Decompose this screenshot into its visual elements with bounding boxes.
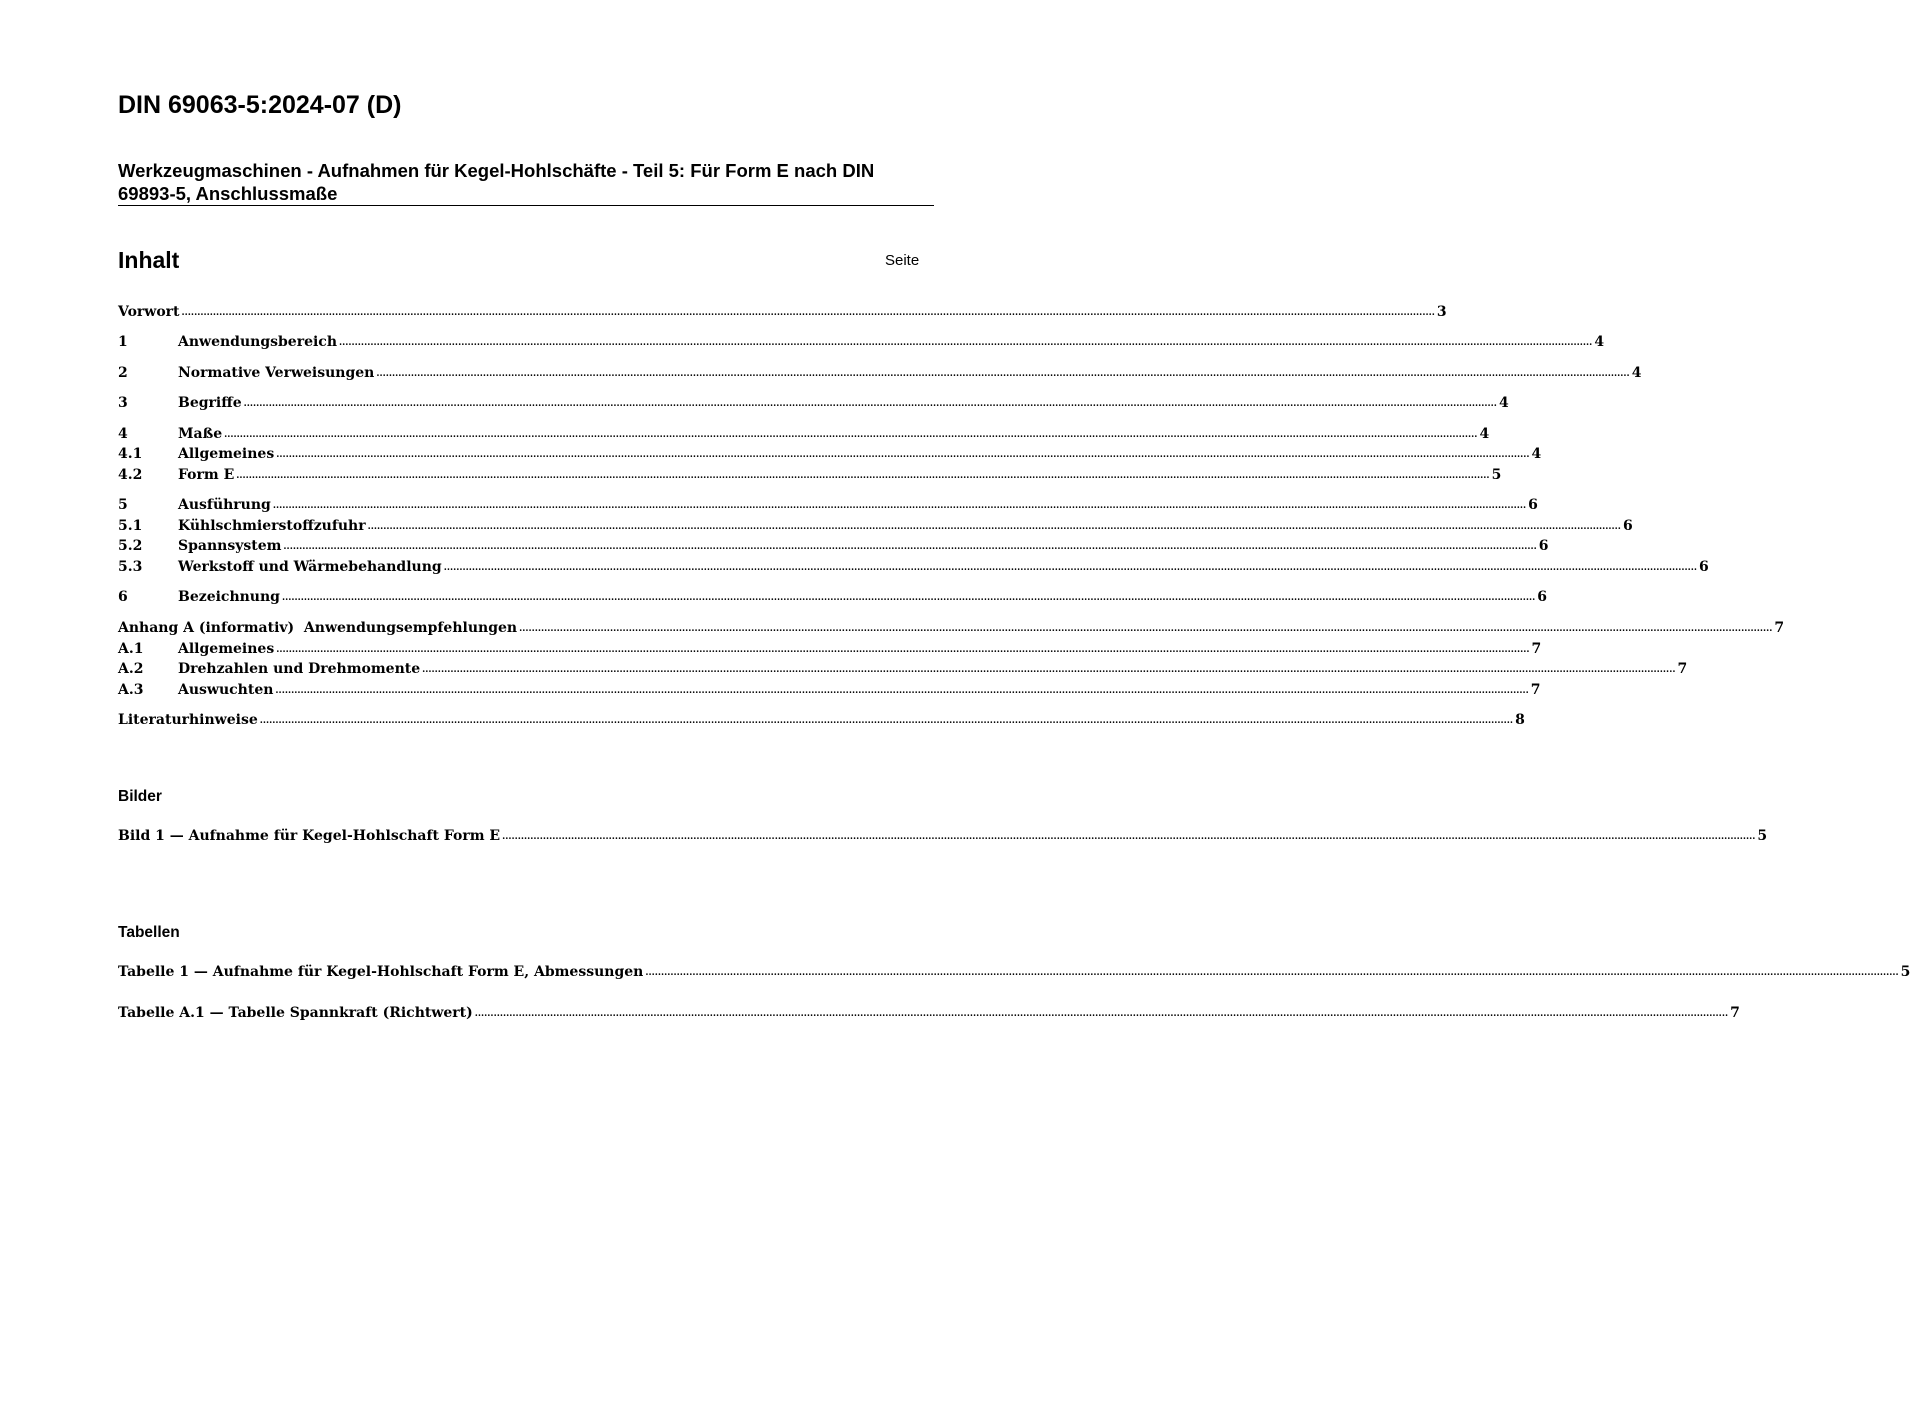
toc-leader: ................................................................................................................................................................................................................................................................................................................................................................................................................ [236,471,1490,481]
toc-entry-label: Spannsystem [178,538,282,554]
toc-entry-label: Maße [178,426,223,442]
figure-entry-1[interactable] [118,826,1768,846]
document-title: Werkzeugmaschinen - Aufnahmen für Kegel-Hohlschäfte - Teil 5: Für Form E nach DIN 69893-5, Anschlussmaße [118,160,875,204]
toc-entry-a-2[interactable] [118,659,1688,679]
toc-leader: ................................................................................................................................................................................................................................................................................................................................................................................................................ [181,308,1435,318]
toc-entry-a-1[interactable] [118,639,1542,659]
toc-entry-number: 5.1 [118,518,143,534]
table-entry-label: Tabelle A.1 — Tabelle Spannkraft (Richtwert) [118,1005,473,1021]
toc-entry-label: Ausführung [178,497,271,513]
toc-entry-3[interactable] [118,393,1509,413]
table-entry-page: 5 [1900,964,1910,980]
toc-entry-2[interactable] [118,363,1642,383]
toc-entry-label: Auswuchten [178,682,274,698]
toc-entry-page: 6 [1537,589,1548,605]
toc-entry-page: 4 [1479,426,1490,442]
toc-entry-number: 5.2 [118,538,143,554]
toc-entry-page: 6 [1622,518,1633,534]
toc-entry-5-3[interactable] [118,557,1709,577]
toc-entry-number: A.1 [118,641,144,657]
title-divider [118,205,934,206]
figure-entry-label: Bild 1 — Aufnahme für Kegel-Hohlschaft Form E [118,828,501,844]
toc-entry-label: Literaturhinweise [118,712,258,728]
toc-entry-label: Bezeichnung [178,589,280,605]
tables-heading: Tabellen [118,924,180,941]
toc-entry-6[interactable] [118,587,1548,607]
toc-leader: ................................................................................................................................................................................................................................................................................................................................................................................................................ [443,563,1698,573]
toc-leader: ................................................................................................................................................................................................................................................................................................................................................................................................................ [243,399,1497,409]
toc-entry-page: 4 [1594,334,1605,350]
toc-leader: ................................................................................................................................................................................................................................................................................................................................................................................................................ [645,968,1899,978]
toc-entry-page: 7 [1677,661,1688,677]
toc-entry-label: Kühlschmierstoffzufuhr [178,518,366,534]
toc-entry-number: A.3 [118,682,144,698]
toc-entry-number: 2 [118,365,128,381]
toc-leader: ................................................................................................................................................................................................................................................................................................................................................................................................................ [376,369,1630,379]
document-id: DIN 69063-5:2024-07 (D) [118,91,402,119]
toc-leader: ................................................................................................................................................................................................................................................................................................................................................................................................................ [224,430,1478,440]
toc-entry-label: Normative Verweisungen [178,365,375,381]
toc-leader: ................................................................................................................................................................................................................................................................................................................................................................................................................ [474,1009,1729,1019]
toc-leader: ................................................................................................................................................................................................................................................................................................................................................................................................................ [367,522,1621,532]
toc-entry-number: 3 [118,395,128,411]
toc-entry-page: 5 [1491,467,1502,483]
toc-entry-page: 6 [1528,497,1538,513]
toc-entry-vorwort[interactable] [118,302,1447,322]
toc-entry-page: 4 [1531,446,1542,462]
toc-entry-label: Drehzahlen und Drehmomente [178,661,421,677]
toc-entry-label: Allgemeines [178,446,275,462]
toc-leader: ................................................................................................................................................................................................................................................................................................................................................................................................................ [422,665,1676,675]
toc-entry-4[interactable] [118,424,1490,444]
toc-leader: ................................................................................................................................................................................................................................................................................................................................................................................................................ [519,624,1773,634]
toc-leader: ................................................................................................................................................................................................................................................................................................................................................................................................................ [275,686,1529,696]
toc-leader: ................................................................................................................................................................................................................................................................................................................................................................................................................ [276,450,1530,460]
toc-entry-page: 7 [1531,641,1542,657]
table-entry-label: Tabelle 1 — Aufnahme für Kegel-Hohlschaft Form E, Abmessungen [118,964,644,980]
toc-entry-a-3[interactable] [118,680,1541,700]
toc-entry-label: Form E [178,467,235,483]
toc-entry-number: 4 [118,426,128,442]
toc-entry-page: 4 [1498,395,1509,411]
toc-entry-4-1[interactable] [118,444,1542,464]
toc-entry-number: 4.2 [118,467,143,483]
toc-entry-page: 8 [1515,712,1525,728]
toc-entry-5-1[interactable] [118,516,1633,536]
table-entry-a-1[interactable] [118,1003,1740,1023]
toc-leader: ................................................................................................................................................................................................................................................................................................................................................................................................................ [276,645,1530,655]
toc-entry-number: 6 [118,589,128,605]
toc-leader: ................................................................................................................................................................................................................................................................................................................................................................................................................ [283,542,1537,552]
toc-leader: ................................................................................................................................................................................................................................................................................................................................................................................................................ [281,593,1536,603]
figure-entry-page: 5 [1757,828,1768,844]
toc-entry-label: Werkstoff und Wärmebehandlung [178,559,442,575]
page-column-label: Seite [885,252,920,269]
toc-entry-label: Anhang A (informativ) Anwendungsempfehlungen [118,620,518,636]
toc-entry-label: Allgemeines [178,641,275,657]
toc-entry-number: 5 [118,497,128,513]
toc-entry-page: 6 [1699,559,1709,575]
toc-entry-anhang-a[interactable] [118,618,1785,638]
toc-leader: ................................................................................................................................................................................................................................................................................................................................................................................................................ [339,338,1593,348]
table-entry-1[interactable] [118,962,1910,982]
toc-entry-label: Vorwort [118,304,180,320]
toc-entry-page: 6 [1538,538,1549,554]
toc-entry-page: 3 [1436,304,1447,320]
toc-entry-number: A.2 [118,661,144,677]
toc-entry-number: 1 [118,334,128,350]
toc-entry-number: 5.3 [118,559,143,575]
toc-leader: ................................................................................................................................................................................................................................................................................................................................................................................................................ [502,832,1756,842]
toc-leader: ................................................................................................................................................................................................................................................................................................................................................................................................................ [272,501,1527,511]
toc-entry-4-2[interactable] [118,465,1502,485]
figures-heading: Bilder [118,788,162,805]
toc-entry-1[interactable] [118,332,1605,352]
toc-entry-number: 4.1 [118,446,143,462]
toc-entry-page: 7 [1530,682,1541,698]
toc-leader: ................................................................................................................................................................................................................................................................................................................................................................................................................ [259,716,1514,726]
toc-entry-label: Begriffe [178,395,242,411]
toc-heading: Inhalt [118,247,180,273]
toc-entry-5-2[interactable] [118,536,1549,556]
toc-entry-literaturhinweise[interactable] [118,710,1525,730]
toc-entry-page: 4 [1631,365,1642,381]
toc-entry-label: Anwendungsbereich [178,334,337,350]
table-entry-page: 7 [1730,1005,1740,1021]
toc-entry-page: 7 [1774,620,1785,636]
toc-entry-5[interactable] [118,495,1538,515]
